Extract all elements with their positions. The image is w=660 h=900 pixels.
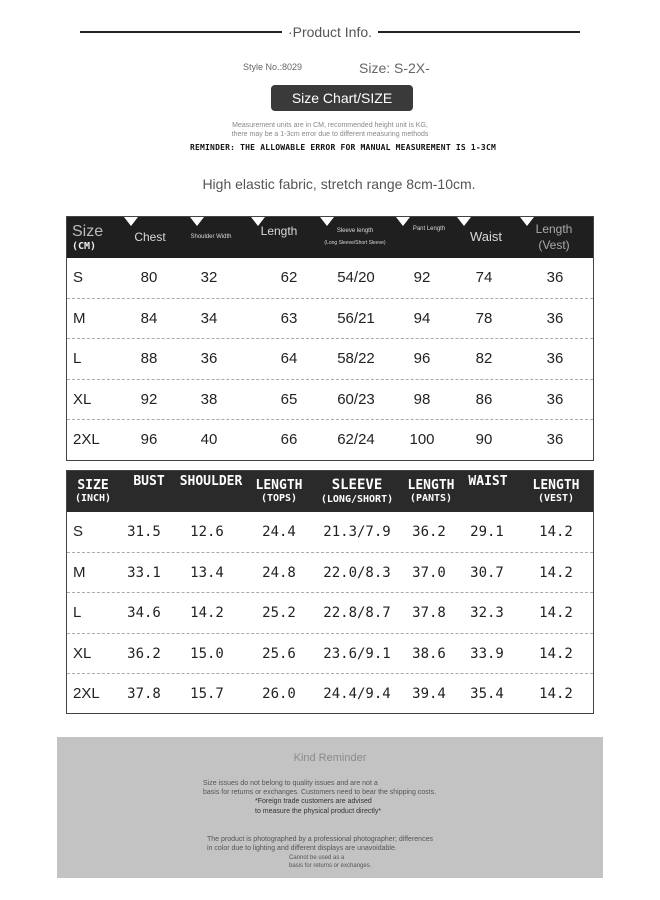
value-cell: 24.4/9.4: [323, 686, 391, 702]
table-row: [67, 380, 593, 421]
value-cell: 33.9: [470, 645, 504, 662]
header-shoulder-label: Shoulder Width: [190, 234, 232, 241]
value-cell: 32.3: [470, 605, 504, 621]
kind-reminder-line-3: *Foreign trade customers are advised: [255, 798, 372, 805]
value-cell: 29.1: [470, 524, 504, 540]
value-cell: 82: [475, 350, 493, 367]
value-cell: 14.2: [539, 524, 573, 540]
value-cell: 96: [413, 350, 431, 367]
value-cell: 74: [475, 269, 493, 286]
header-chest-label: Chest: [134, 229, 166, 244]
header-length-pants: [401, 471, 461, 512]
value-cell: 38: [200, 390, 218, 408]
value-cell: 15.7: [190, 686, 224, 702]
kind-reminder-line-2: basis for returns or exchanges. Customers need to bear the shipping costs.: [203, 789, 437, 796]
header-vest-sub: (Vest): [538, 237, 570, 252]
kind-reminder-line-8: basis for returns or exchanges.: [289, 863, 372, 869]
size-cell: XL: [73, 644, 92, 662]
size-cell: L: [73, 350, 82, 367]
value-cell: 36: [546, 431, 564, 448]
value-cell: 64: [280, 350, 298, 367]
header-sleeve: [311, 217, 399, 258]
product-info-title-row: [80, 22, 580, 42]
size-cell: XL: [73, 390, 92, 408]
value-cell: 66: [280, 431, 298, 448]
value-cell: 65: [280, 390, 298, 408]
header-pant-label: Pant Length: [412, 226, 446, 232]
kind-reminder-panel: [57, 737, 603, 878]
value-cell: 86: [475, 390, 493, 408]
value-cell: 90: [475, 431, 493, 448]
header-sleeve-inch-sub: (LONG/SHORT): [320, 493, 394, 505]
value-cell: 37.0: [412, 564, 446, 581]
header-size-cm: [67, 217, 117, 258]
size-cell: L: [73, 604, 82, 621]
value-cell: 39.4: [412, 686, 446, 702]
value-cell: 96: [140, 431, 158, 448]
kind-reminder-line-6: in color due to lighting and different displays are unavoidable.: [207, 845, 397, 852]
size-cell: M: [73, 563, 86, 581]
table-row: [67, 593, 593, 634]
header-waist: [457, 217, 515, 258]
value-cell: 36: [546, 309, 564, 327]
header-length: [247, 217, 311, 258]
title-divider-right: [378, 31, 580, 33]
fabric-note: High elastic fabric, stretch range 8cm-10cm.: [202, 176, 476, 192]
measurement-note-line-2: there may be a 1-3cm error due to different measuring methods: [231, 131, 429, 138]
value-cell: 31.5: [127, 524, 161, 540]
value-cell: 36.2: [127, 645, 161, 662]
value-cell: 15.0: [190, 645, 224, 662]
table-row: [67, 553, 593, 594]
value-cell: 40: [200, 431, 218, 448]
header-chest: [119, 217, 181, 258]
header-length-tops: [249, 471, 309, 512]
value-cell: 88: [140, 350, 158, 367]
value-cell: 36: [200, 350, 218, 367]
value-cell: 12.6: [190, 524, 224, 540]
value-cell: 58/22: [337, 350, 375, 367]
header-size-label: Size: [72, 223, 104, 241]
header-shoulder-inch-label: SHOULDER: [179, 474, 243, 489]
header-bust: [125, 471, 173, 512]
value-cell: 62: [280, 269, 298, 286]
value-cell: 34: [200, 309, 218, 327]
value-cell: 25.6: [262, 645, 296, 662]
size-chart-badge: Size Chart/SIZE: [271, 85, 413, 111]
table-row: [67, 674, 593, 715]
header-pant-length: [401, 217, 457, 258]
value-cell: 32: [200, 269, 218, 286]
header-bust-label: BUST: [133, 474, 165, 489]
table-body-cm: [67, 258, 593, 461]
value-cell: 24.8: [262, 564, 296, 581]
value-cell: 100: [409, 431, 435, 448]
size-cell: S: [73, 269, 84, 286]
value-cell: 23.6/9.1: [323, 645, 391, 662]
size-cell: 2XL: [73, 685, 100, 702]
value-cell: 14.2: [190, 605, 224, 621]
measurement-note-line-1: Measurement units are in CM, recommended height unit is KG,: [232, 122, 428, 129]
value-cell: 13.4: [190, 564, 224, 581]
product-info-title: ·Product Info.: [287, 24, 373, 40]
value-cell: 36.2: [412, 524, 446, 540]
header-length-vest-label: LENGTH: [532, 477, 580, 493]
header-length-tops-sub: (TOPS): [260, 493, 298, 505]
size-table-inch: [66, 470, 594, 714]
value-cell: 80: [140, 269, 158, 286]
header-sleeve-inch-label: SLEEVE: [331, 477, 383, 494]
value-cell: 33.1: [127, 564, 161, 581]
header-waist-inch-label: WAIST: [468, 474, 508, 489]
table-row: [67, 299, 593, 340]
table-header-cm: [67, 217, 593, 258]
header-length-vest-sub: (VEST): [537, 493, 575, 505]
table-header-inch: [67, 471, 593, 512]
value-cell: 84: [140, 309, 158, 327]
value-cell: 21.3/7.9: [323, 524, 391, 540]
value-cell: 38.6: [412, 645, 446, 662]
value-cell: 36: [546, 269, 564, 286]
value-cell: 63: [280, 309, 298, 327]
kind-reminder-line-5: The product is photographed by a professional photographer; differences: [207, 836, 433, 843]
value-cell: 92: [413, 269, 431, 286]
table-body-inch: [67, 512, 593, 715]
header-sleeve-sub: (Long Sleeve/Short Sleeve): [324, 240, 386, 247]
header-waist-inch: [463, 471, 513, 512]
header-length-label: Length: [260, 224, 298, 238]
value-cell: 60/23: [337, 390, 375, 408]
table-row: [67, 634, 593, 675]
value-cell: 22.8/8.7: [323, 605, 391, 621]
value-cell: 94: [413, 309, 431, 327]
table-row: [67, 339, 593, 380]
header-size-inch-unit: (INCH): [74, 493, 112, 505]
header-size-inch: [67, 471, 119, 512]
measurement-note: [0, 121, 660, 139]
value-cell: 56/21: [337, 309, 375, 327]
kind-reminder-title: Kind Reminder: [293, 752, 367, 764]
size-cell: 2XL: [73, 431, 100, 448]
value-cell: 54/20: [337, 269, 375, 286]
value-cell: 92: [140, 390, 158, 408]
kind-reminder-line-1: Size issues do not belong to quality issues and are not a: [203, 780, 378, 787]
header-shoulder-inch: [171, 471, 251, 512]
value-cell: 14.2: [539, 645, 573, 662]
value-cell: 14.2: [539, 686, 573, 702]
value-cell: 22.0/8.3: [323, 564, 391, 581]
value-cell: 98: [413, 390, 431, 408]
table-row: [67, 420, 593, 461]
table-row: [67, 512, 593, 553]
value-cell: 26.0: [262, 686, 296, 702]
header-length-vest: [523, 471, 589, 512]
header-waist-label: Waist: [469, 229, 503, 245]
value-cell: 62/24: [337, 431, 375, 448]
value-cell: 34.6: [127, 605, 161, 621]
measurement-error-reminder: REMINDER: THE ALLOWABLE ERROR FOR MANUAL MEASUREMENT IS 1-3CM: [189, 143, 496, 152]
value-cell: 24.4: [262, 524, 296, 540]
header-length-pants-label: LENGTH: [407, 477, 455, 493]
value-cell: 25.2: [262, 605, 296, 621]
kind-reminder-line-4: to measure the physical product directly*: [255, 808, 382, 815]
value-cell: 37.8: [127, 686, 161, 702]
value-cell: 14.2: [539, 605, 573, 621]
value-cell: 36: [546, 350, 564, 367]
table-row: [67, 258, 593, 299]
header-size-inch-label: SIZE: [77, 477, 109, 493]
header-length-tops-label: LENGTH: [255, 477, 303, 493]
header-length-pants-sub: (PANTS): [409, 493, 453, 505]
size-cell: M: [73, 309, 86, 327]
header-shoulder: [181, 217, 241, 258]
size-table-cm: [66, 216, 594, 461]
value-cell: 30.7: [470, 564, 504, 581]
style-number: Style No.:8029: [243, 62, 303, 72]
header-sleeve-label: Sleeve length: [336, 228, 374, 235]
value-cell: 37.8: [412, 605, 446, 621]
value-cell: 35.4: [470, 686, 504, 702]
size-range: Size: S-2X-: [359, 60, 430, 76]
header-size-unit: (CM): [72, 240, 97, 252]
size-cell: S: [73, 523, 84, 540]
value-cell: 36: [546, 390, 564, 408]
header-sleeve-inch: [309, 471, 405, 512]
kind-reminder-line-7: Cannot be used as a: [289, 855, 345, 861]
value-cell: 14.2: [539, 564, 573, 581]
header-vest-length: [523, 217, 585, 258]
value-cell: 78: [475, 309, 493, 327]
header-vest-label: Length: [535, 222, 573, 237]
